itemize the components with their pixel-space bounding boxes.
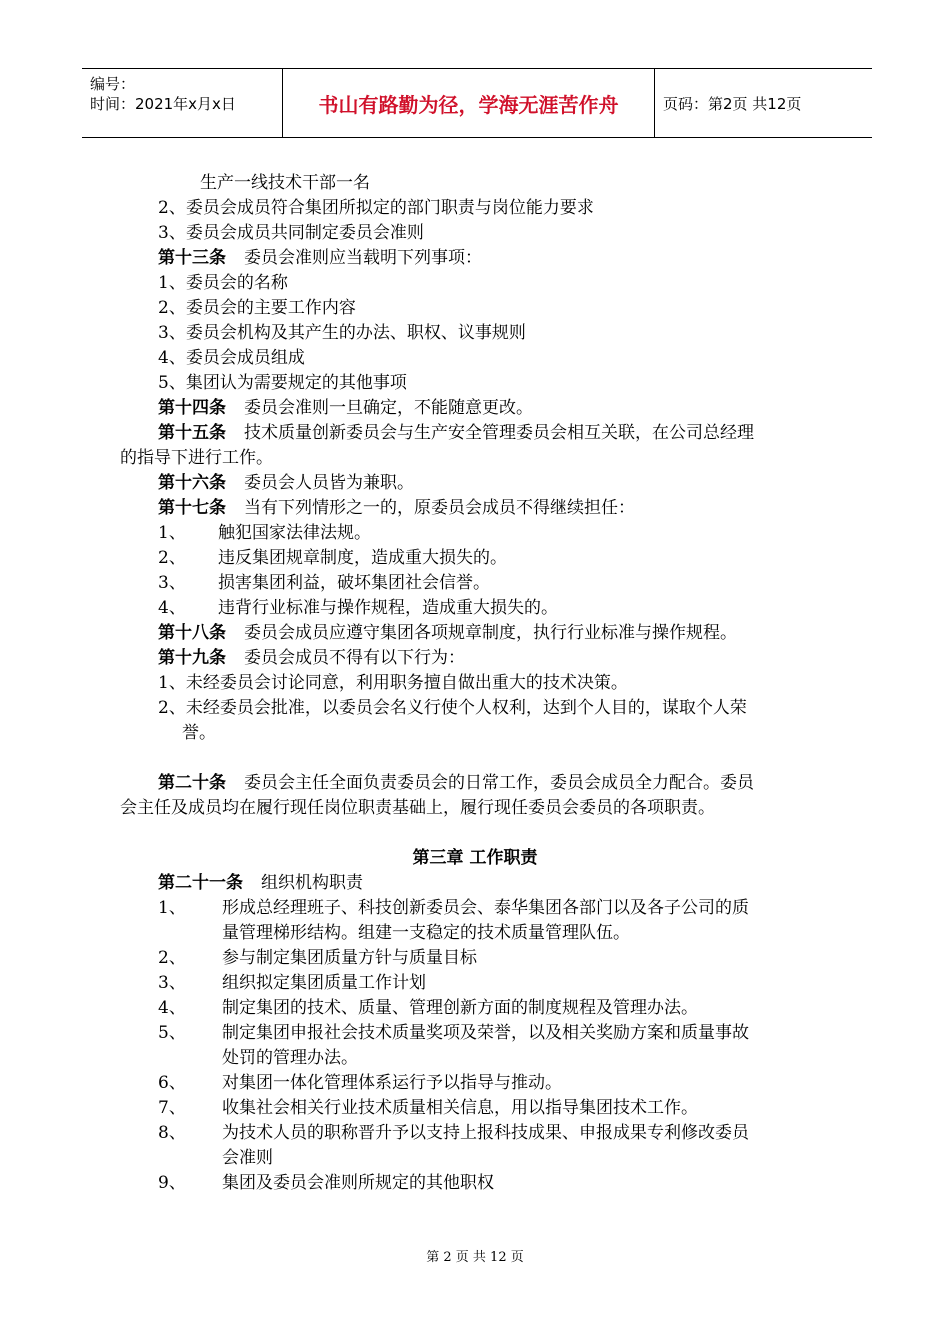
list-number: 4、 — [158, 998, 186, 1018]
list-item: 组织拟定集团质量工作计划 — [222, 973, 426, 993]
article-text: 组织机构职责 — [261, 873, 363, 893]
article-text: 委员会成员应遵守集团各项规章制度，执行行业标准与操作规程。 — [244, 623, 737, 643]
list-number: 9、 — [158, 1173, 186, 1193]
list-item: 制定集团的技术、质量、管理创新方面的制度规程及管理办法。 — [222, 998, 698, 1018]
document-number-label: 编号： — [90, 75, 136, 93]
list-item: 制定集团申报社会技术质量奖项及荣誉，以及相关奖励方案和质量事故 — [222, 1023, 749, 1043]
article-18 — [158, 623, 737, 643]
article-15 — [158, 423, 754, 443]
header-motto: 书山有路勤为径，学海无涯苦作舟 — [283, 69, 655, 137]
list-number: 7、 — [158, 1098, 186, 1118]
article-20 — [158, 773, 754, 793]
list-item: 触犯国家法律法规。 — [218, 523, 371, 543]
list-item-continued: 处罚的管理办法。 — [222, 1048, 358, 1068]
article-heading: 第二十条 — [158, 773, 226, 793]
article-text-continued: 的指导下进行工作。 — [120, 448, 273, 468]
list-item: 3、委员会成员共同制定委员会准则 — [158, 223, 424, 243]
list-item: 违背行业标准与操作规程，造成重大损失的。 — [218, 598, 558, 618]
header-meta-cell — [82, 69, 283, 137]
list-item: 1、未经委员会讨论同意，利用职务擅自做出重大的技术决策。 — [158, 673, 628, 693]
article-text: 技术质量创新委员会与生产安全管理委员会相互关联，在公司总经理 — [244, 423, 754, 443]
document-date-label: 时间：2021年x月x日 — [90, 95, 236, 113]
article-text: 委员会准则应当载明下列事项： — [244, 248, 482, 268]
article-heading: 第十九条 — [158, 648, 226, 668]
list-item: 生产一线技术干部一名 — [200, 173, 370, 193]
article-heading: 第十六条 — [158, 473, 226, 493]
list-number: 1、 — [158, 898, 186, 918]
list-item: 收集社会相关行业技术质量相关信息，用以指导集团技术工作。 — [222, 1098, 698, 1118]
list-item: 为技术人员的职称晋升予以支持上报科技成果、申报成果专利修改委员 — [222, 1123, 749, 1143]
list-item: 违反集团规章制度，造成重大损失的。 — [218, 548, 507, 568]
list-number: 3、 — [158, 573, 186, 593]
list-number: 4、 — [158, 598, 186, 618]
page-footer: 第 2 页 共 12 页 — [426, 1250, 524, 1265]
list-item: 2、委员会成员符合集团所拟定的部门职责与岗位能力要求 — [158, 198, 594, 218]
article-14 — [158, 398, 533, 418]
article-text: 委员会人员皆为兼职。 — [244, 473, 414, 493]
list-item-continued: 会准则 — [222, 1148, 273, 1168]
list-number: 8、 — [158, 1123, 186, 1143]
article-16 — [158, 473, 414, 493]
list-item-continued: 量管理梯形结构。组建一支稳定的技术质量管理队伍。 — [222, 923, 630, 943]
article-17 — [158, 498, 635, 518]
list-number: 5、 — [158, 1023, 186, 1043]
article-heading: 第十八条 — [158, 623, 226, 643]
list-item: 参与制定集团质量方针与质量目标 — [222, 948, 477, 968]
header-page-info: 页码：第2页 共12页 — [663, 94, 802, 113]
list-number: 2、 — [158, 548, 186, 568]
article-text: 当有下列情形之一的，原委员会成员不得继续担任： — [244, 498, 635, 518]
list-item: 4、委员会成员组成 — [158, 348, 305, 368]
list-item: 损害集团利益，破坏集团社会信誉。 — [218, 573, 490, 593]
list-item: 集团及委员会准则所规定的其他职权 — [222, 1173, 494, 1193]
list-item: 对集团一体化管理体系运行予以指导与推动。 — [222, 1073, 562, 1093]
list-number: 3、 — [158, 973, 186, 993]
article-19 — [158, 648, 465, 668]
article-13 — [158, 248, 482, 268]
list-item: 2、未经委员会批准，以委员会名义行使个人权利，达到个人目的，谋取个人荣 — [158, 698, 747, 718]
chapter-title: 第三章 工作职责 — [412, 848, 538, 868]
article-text: 委员会成员不得有以下行为： — [244, 648, 465, 668]
list-item: 3、委员会机构及其产生的办法、职权、议事规则 — [158, 323, 526, 343]
list-item: 5、集团认为需要规定的其他事项 — [158, 373, 407, 393]
page-header — [82, 68, 872, 138]
article-text-continued: 会主任及成员均在履行现任岗位职责基础上，履行现任委员会委员的各项职责。 — [120, 798, 715, 818]
list-item: 1、委员会的名称 — [158, 273, 288, 293]
list-number: 6、 — [158, 1073, 186, 1093]
list-item: 2、委员会的主要工作内容 — [158, 298, 356, 318]
list-item-continued: 誉。 — [182, 723, 216, 743]
article-21 — [158, 873, 363, 893]
list-number: 2、 — [158, 948, 186, 968]
article-heading: 第二十一条 — [158, 873, 243, 893]
article-heading: 第十四条 — [158, 398, 226, 418]
list-number: 1、 — [158, 523, 186, 543]
article-heading: 第十三条 — [158, 248, 226, 268]
article-heading: 第十五条 — [158, 423, 226, 443]
list-item: 形成总经理班子、科技创新委员会、泰华集团各部门以及各子公司的质 — [222, 898, 749, 918]
article-text: 委员会主任全面负责委员会的日常工作，委员会成员全力配合。委员 — [244, 773, 754, 793]
article-text: 委员会准则一旦确定，不能随意更改。 — [244, 398, 533, 418]
article-heading: 第十七条 — [158, 498, 226, 518]
